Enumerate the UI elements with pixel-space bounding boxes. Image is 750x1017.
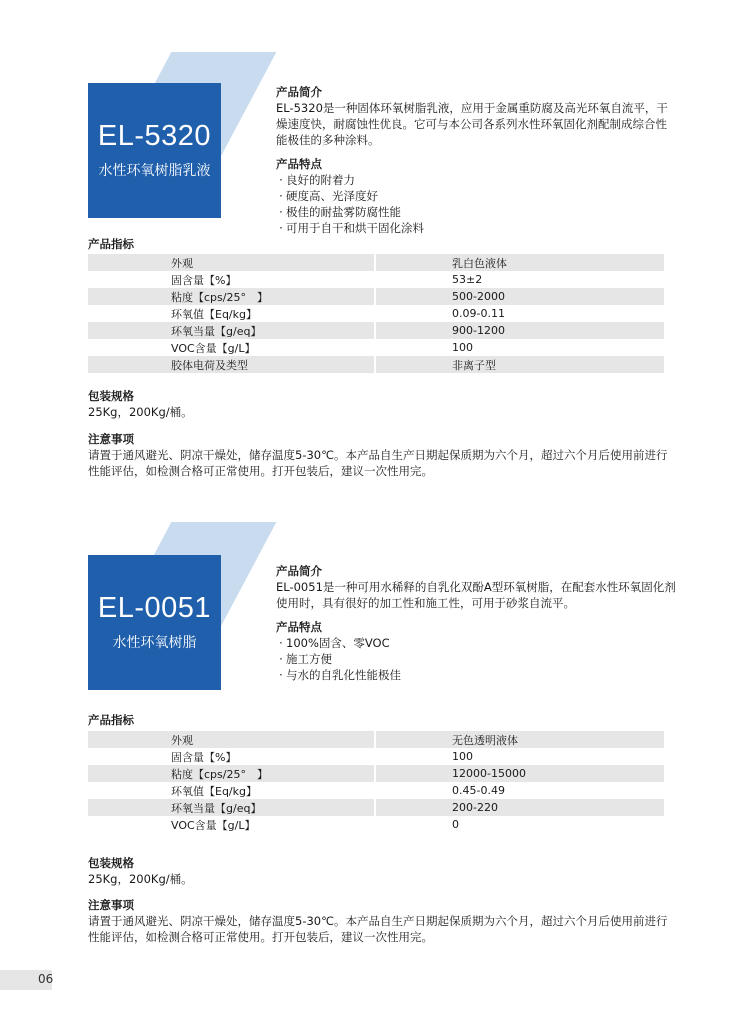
table-row [88, 271, 664, 288]
spec-table [88, 254, 664, 373]
spec-value: 0.45-0.49 [452, 784, 505, 797]
spec-value: 0.09-0.11 [452, 307, 505, 320]
notes-heading: 注意事项 [88, 898, 134, 912]
spec-value: 0 [452, 818, 459, 831]
table-row [88, 731, 664, 748]
feature-item: · 与水的自乳化性能极佳 [276, 667, 676, 683]
spec-value: 100 [452, 750, 473, 763]
spec-key: 固含量【%】 [88, 271, 375, 288]
feature-item: · 硬度高、光泽度好 [276, 188, 676, 204]
intro-heading: 产品简介 [276, 564, 322, 578]
features-heading: 产品特点 [276, 620, 322, 634]
intro-heading: 产品简介 [276, 85, 322, 99]
feature-item: · 100%固含、零VOC [276, 635, 676, 651]
spec-key: 环氧当量【g/eq】 [88, 799, 375, 816]
table-row [88, 782, 664, 799]
table-row [88, 765, 664, 782]
notes-text: 请置于通风避光、阴凉干燥处，储存温度5-30℃。本产品自生产日期起保质期为六个月，超过六个月后使用前进行性能评估，如检测合格可正常使用。打开包装后，建议一次性用完。 [88, 914, 668, 944]
spec-value: 无色透明液体 [375, 731, 664, 748]
spec-key: VOC含量【g/L】 [88, 339, 375, 356]
notes-heading: 注意事项 [88, 432, 134, 446]
table-row [88, 339, 664, 356]
packaging-block [88, 388, 678, 420]
spec-value: 53±2 [452, 273, 483, 286]
table-row [88, 254, 664, 271]
spec-value: 非离子型 [375, 356, 664, 373]
spec-value: 12000-15000 [375, 765, 664, 782]
spec-value: 900-1200 [375, 322, 664, 339]
spec-key: VOC含量【g/L】 [88, 816, 375, 833]
table-row [88, 748, 664, 765]
intro-text: EL-0051是一种可用水稀释的自乳化双酚A型环氧树脂，在配套水性环氧固化剂使用时，具有很好的加工性和施工性，可用于砂浆自流平。 [276, 580, 676, 610]
product-subtitle: 水性环氧树脂 [112, 635, 197, 651]
packaging-heading: 包装规格 [88, 389, 134, 403]
product-subtitle: 水性环氧树脂乳液 [98, 163, 211, 179]
table-row [88, 356, 664, 373]
table-row [88, 322, 664, 339]
features-list [276, 635, 676, 683]
spec-heading: 产品指标 [88, 713, 134, 727]
product-title-box [88, 555, 221, 690]
product-title-box [88, 83, 221, 218]
product-model: EL-0051 [97, 592, 212, 624]
notes-block [88, 897, 678, 945]
spec-table [88, 731, 664, 833]
feature-item: · 可用于自干和烘干固化涂料 [276, 220, 676, 236]
feature-item: · 良好的附着力 [276, 172, 676, 188]
packaging-block [88, 855, 678, 887]
features-list [276, 172, 676, 236]
spec-value: 100 [452, 341, 473, 354]
product-intro [276, 84, 676, 236]
spec-value: 乳白色液体 [375, 254, 664, 271]
product-model: EL-5320 [97, 120, 212, 152]
table-row [88, 288, 664, 305]
spec-key: 环氧当量【g/eq】 [88, 322, 375, 339]
features-heading: 产品特点 [276, 157, 322, 171]
spec-value: 500-2000 [375, 288, 664, 305]
spec-key: 外观 [88, 254, 375, 271]
table-row [88, 305, 664, 322]
spec-heading: 产品指标 [88, 237, 134, 251]
spec-value: 200-220 [375, 799, 664, 816]
feature-item: · 施工方便 [276, 651, 676, 667]
spec-key: 胶体电荷及类型 [88, 356, 375, 373]
feature-item: · 极佳的耐盐雾防腐性能 [276, 204, 676, 220]
packaging-heading: 包装规格 [88, 856, 134, 870]
spec-key: 环氧值【Eq/kg】 [88, 305, 375, 322]
table-row [88, 799, 664, 816]
spec-key: 粘度【cps/25° 】 [88, 765, 375, 782]
packaging-text: 25Kg，200Kg/桶。 [88, 405, 193, 419]
spec-key: 固含量【%】 [88, 748, 375, 765]
table-row [88, 816, 664, 833]
page-number: 06 [38, 972, 54, 986]
intro-text: EL-5320是一种固体环氧树脂乳液，应用于金属重防腐及高光环氧自流平，干燥速度快，耐腐蚀性优良。它可与本公司各系列水性环氧固化剂配制成综合性能极佳的多种涂料。 [276, 101, 668, 147]
spec-key: 环氧值【Eq/kg】 [88, 782, 375, 799]
product-intro [276, 563, 676, 683]
notes-block [88, 431, 678, 479]
packaging-text: 25Kg，200Kg/桶。 [88, 872, 193, 886]
spec-key: 粘度【cps/25° 】 [88, 288, 375, 305]
notes-text: 请置于通风避光、阴凉干燥处，储存温度5-30℃。本产品自生产日期起保质期为六个月，超过六个月后使用前进行性能评估，如检测合格可正常使用。打开包装后，建议一次性用完。 [88, 448, 668, 478]
spec-key: 外观 [88, 731, 375, 748]
